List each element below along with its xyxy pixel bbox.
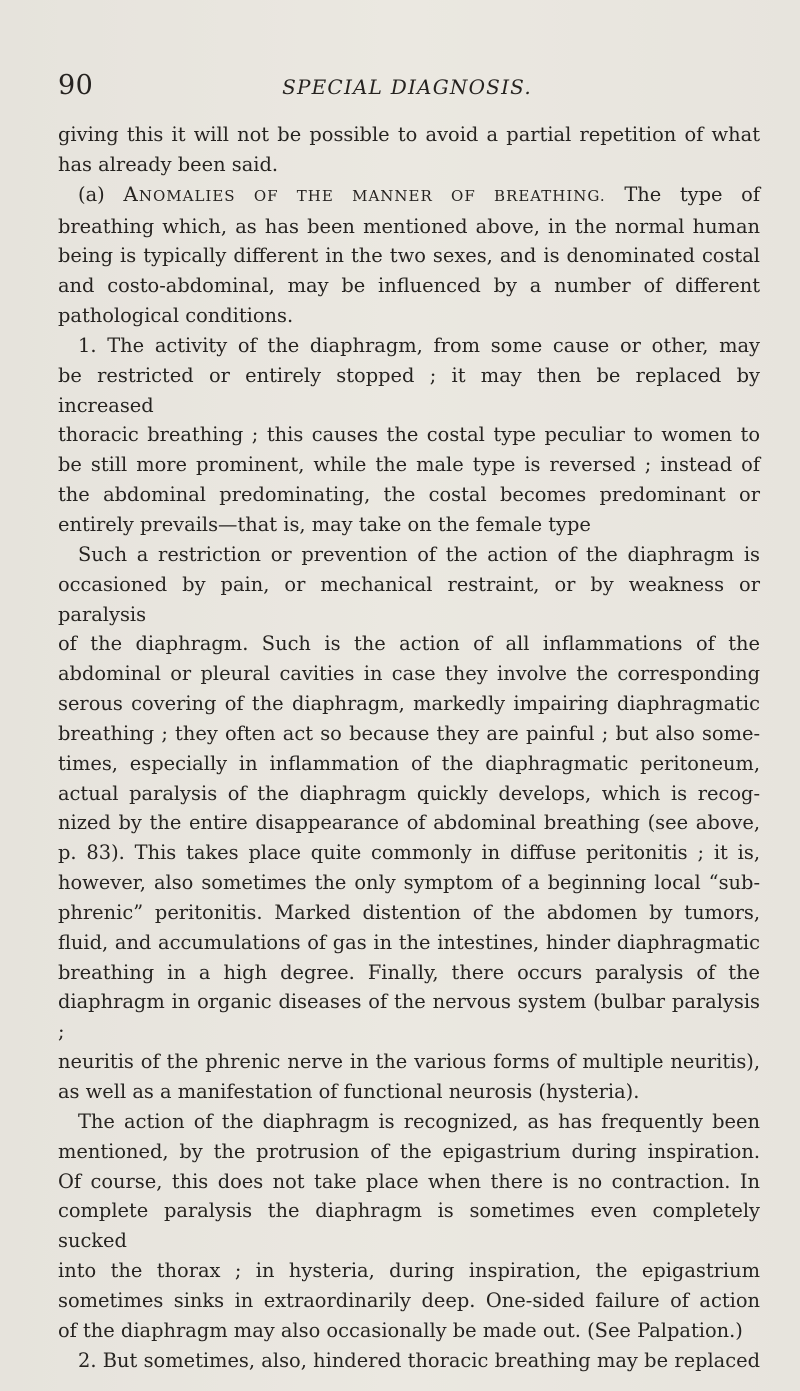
text-line: sometimes sinks in extraordinarily deep. One-sided failure of action [58,1288,760,1312]
running-title: SPECIAL DIAGNOSIS. [282,75,532,99]
text-line: of the diaphragm may also occasionally be made out. (See Palpation.) [58,1318,743,1342]
text-line: the abdominal predominating, the costal becomes predominant or [58,483,760,507]
text-line: times, especially in inflammation of the diaphragmatic peritoneum, [58,751,760,775]
text-line: phrenic” peritonitis. Marked distention of the abdomen by tumors, [58,900,760,924]
text-line: abdominal or pleural cavities in case they involve the corresponding [58,662,760,686]
text-line: thoracic breathing ; this causes the costal type peculiar to women to [58,423,760,447]
text-line: The type of [624,182,761,206]
text-line: Such a restriction or prevention of the action of the diaphragm is [78,542,760,566]
text-line: has already been said. [58,152,279,176]
text-line: actual paralysis of the diaphragm quickly develops, which is recog- [58,781,760,805]
text-line: diaphragm in organic diseases of the nervous system (bulbar paralysis ; [58,990,760,1044]
text-line: breathing ; they often act so because they are painful ; but also some- [58,721,760,745]
running-head [58,60,756,100]
text-line: complete paralysis the diaphragm is sometimes even completely sucked [58,1199,760,1253]
text-line: be still more prominent, while the male type is reversed ; instead of [58,453,760,477]
text-line: entirely prevails—that is, may take on the female type [58,512,591,536]
text-line: being is typically different in the two sexes, and is denominated costal [58,244,760,268]
body-text [58,120,760,1375]
text-line: occasioned by pain, or mechanical restraint, or by weakness or paralysis [58,572,760,626]
text-line: fluid, and accumulations of gas in the intestines, hinder diaphragmatic [58,930,760,954]
text-line: breathing which, as has been mentioned above, in the normal human [58,214,760,238]
section-heading: NOMALIES OF THE MANNER OF BREATHING. [138,186,606,205]
text-line: mentioned, by the protrusion of the epigastrium during inspiration. [58,1139,760,1163]
text-line: nized by the entire disappearance of abdominal breathing (see above, [58,811,760,835]
text-line: serous covering of the diaphragm, markedly impairing diaphragmatic [58,692,760,716]
text-line: pathological conditions. [58,304,294,328]
text-line: neuritis of the phrenic nerve in the various forms of multiple neuritis), [58,1050,760,1074]
text-line: Of course, this does not take place when there is no contraction. In [58,1169,760,1193]
section-marker: (a) [78,182,105,206]
text-line: 2. But sometimes, also, hindered thoracic breathing may be replaced [78,1348,760,1372]
text-line: into the thorax ; in hysteria, during inspiration, the epigastrium [58,1259,760,1283]
section-heading-initial: A [123,181,139,206]
text-line: of the diaphragm. Such is the action of all inflammations of the [58,632,760,656]
text-line: breathing in a high degree. Finally, there occurs paralysis of the [58,960,760,984]
section-heading-line [58,180,760,212]
text-line: be restricted or entirely stopped ; it may then be replaced by increased [58,363,760,417]
text-line: however, also sometimes the only symptom of a beginning local “sub- [58,871,760,895]
text-line: and costo-abdominal, may be influenced by a number of different [58,274,760,298]
text-line: 1. The activity of the diaphragm, from some cause or other, may [78,333,760,357]
text-line: The action of the diaphragm is recognized, as has frequently been [78,1109,760,1133]
page-number: 90 [58,70,94,101]
text-line: giving this it will not be possible to avoid a partial repetition of what [58,123,760,146]
text-line: as well as a manifestation of functional neurosis (hysteria). [58,1080,640,1103]
text-line: p. 83). This takes place quite commonly in diffuse peritonitis ; it is, [58,841,760,865]
